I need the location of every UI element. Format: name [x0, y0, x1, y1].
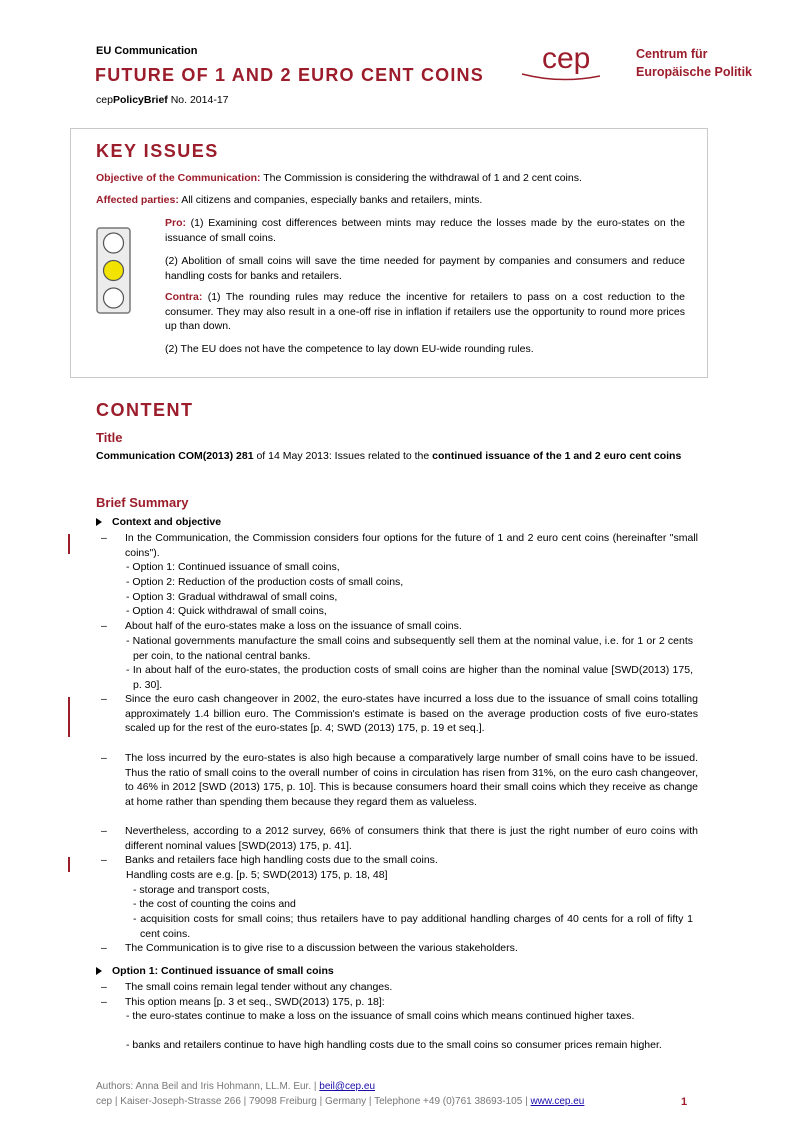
key-issues-heading: KEY ISSUES [96, 141, 219, 161]
contra-2: (2) The EU does not have the competence to lay down EU-wide rounding rules. [165, 343, 534, 355]
page-title: FUTURE OF 1 AND 2 EURO CENT COINS [95, 65, 484, 85]
list-item: - Option 4: Quick withdrawal of small coins, [126, 605, 327, 617]
list-item: - Option 2: Reduction of the production costs of small coins, [126, 576, 404, 588]
key-issues-box [70, 128, 708, 378]
list-item: – The loss incurred by the euro-states is also high because a comparatively large number of small coins have to be issued. Thus the ratio of small coins to the overall number of coins in circulation has risen from 31%, on the euro cash changeover, to 46% in 2012 [SWD (2013) 175, p. 10]. This is because consumers hoard their small coins which they receive as change at home rather than spending them because they regard them as valueless. [101, 752, 698, 808]
series-label: EU Communication [96, 45, 198, 57]
contra-1: Contra: (1) The rounding rules may reduce the incentive for retailers to pass on a cost reduction to the consumer. They may also result in a one-off rise in inflation if retailers use the opportunity to round more prices up than down. [165, 291, 685, 333]
svg-text:cep: cep [542, 42, 591, 75]
triangle-bullet-icon [96, 967, 102, 975]
org-name: Centrum für Europäische Politik [636, 47, 753, 79]
section-context: Context and objective [96, 516, 221, 528]
summary-heading: Brief Summary [96, 495, 189, 510]
traffic-light-bottom [104, 288, 124, 308]
list-item: – About half of the euro-states make a loss on the issuance of small coins. [101, 620, 462, 632]
list-item: - National governments manufacture the small coins and subsequently sell them at the nominal value, i.e. for 1 or 2 cents per coin, to the national central banks. [126, 635, 693, 662]
author-email-link[interactable]: beil@cep.eu [319, 1081, 376, 1092]
title-heading: Title [96, 430, 123, 445]
list-item: – The small coins remain legal tender without any changes. [101, 981, 393, 993]
pro-1: Pro: (1) Examining cost differences between mints may reduce the losses made by the euro-states on the issuance of small coins. [165, 217, 685, 244]
footer-authors: Authors: Anna Beil and Iris Hohmann, LL.M. Eur. | beil@cep.eu [96, 1081, 376, 1092]
section-option-1: Option 1: Continued issuance of small coins [96, 965, 334, 977]
list-item: - In about half of the euro-states, the production costs of small coins are higher than the nominal value [SWD(2013) 175, p. 30]. [126, 664, 693, 691]
brief-number: cepPolicyBrief No. 2014-17 [96, 94, 229, 106]
list-item: Handling costs are e.g. [p. 5; SWD(2013) 175, p. 18, 48] [126, 869, 388, 881]
footer-address: cep | Kaiser-Joseph-Strasse 266 | 79098 Freiburg | Germany | Telephone +49 (0)761 38693-105 | www.cep.eu [96, 1096, 585, 1107]
title-text: Communication COM(2013) 281 of 14 May 2013: Issues related to the continued issuance of the 1 and 2 euro cent coins [96, 450, 682, 462]
content-heading: CONTENT [96, 400, 194, 420]
triangle-bullet-icon [96, 518, 102, 526]
page-number: 1 [681, 1096, 688, 1108]
traffic-light-top [104, 233, 124, 253]
website-link[interactable]: www.cep.eu [530, 1096, 585, 1107]
affected-line: Affected parties: All citizens and companies, especially banks and retailers, mints. [96, 194, 483, 206]
list-item: – The Communication is to give rise to a discussion between the various stakeholders. [101, 942, 518, 954]
objective-line: Objective of the Communication: The Commission is considering the withdrawal of 1 and 2 cent coins. [96, 172, 582, 184]
revision-bar [68, 697, 70, 737]
list-item: - the euro-states continue to make a loss on the issuance of small coins which means continued higher taxes. [126, 1010, 635, 1022]
traffic-light-icon [96, 227, 131, 314]
pro-2: (2) Abolition of small coins will save the time needed for payment by companies and consumers and reduce handling costs for banks and retailers. [165, 255, 685, 282]
revision-bar [68, 857, 70, 872]
list-item: - banks and retailers continue to have high handling costs due to the small coins so consumer prices remain higher. [126, 1039, 662, 1051]
list-item: – Nevertheless, according to a 2012 survey, 66% of consumers think that there is just the right number of euro coins with different nominal values [SWD(2013) 175, p. 41]. [101, 825, 698, 852]
revision-bar [68, 534, 70, 554]
list-item: - the cost of counting the coins and [133, 898, 296, 910]
list-item: - Option 3: Gradual withdrawal of small coins, [126, 591, 338, 603]
list-item: - Option 1: Continued issuance of small coins, [126, 561, 340, 573]
list-item: – Since the euro cash changeover in 2002, the euro-states have incurred a loss due to the issuance of small coins totalling approximately 1.4 billion euro. The Commission's estimate is based on the average production costs of five euro-states scaled up for the rest of the euro-states [p. 4; SWD (2013) 175, p. 19 et seq.]. [101, 693, 698, 735]
traffic-light-middle [104, 261, 124, 281]
list-item: - acquisition costs for small coins; thus retailers have to pay additional handling charges of 40 cents for a roll of fifty 1 cent coins. [133, 913, 693, 940]
list-item: - storage and transport costs, [133, 884, 270, 896]
list-item: – In the Communication, the Commission considers four options for the future of 1 and 2 euro cent coins (hereinafter "small coins"). [101, 532, 698, 559]
cep-logo [520, 40, 632, 86]
list-item: – This option means [p. 3 et seq., SWD(2013) 175, p. 18]: [101, 996, 385, 1008]
list-item: – Banks and retailers face high handling costs due to the small coins. [101, 854, 438, 866]
